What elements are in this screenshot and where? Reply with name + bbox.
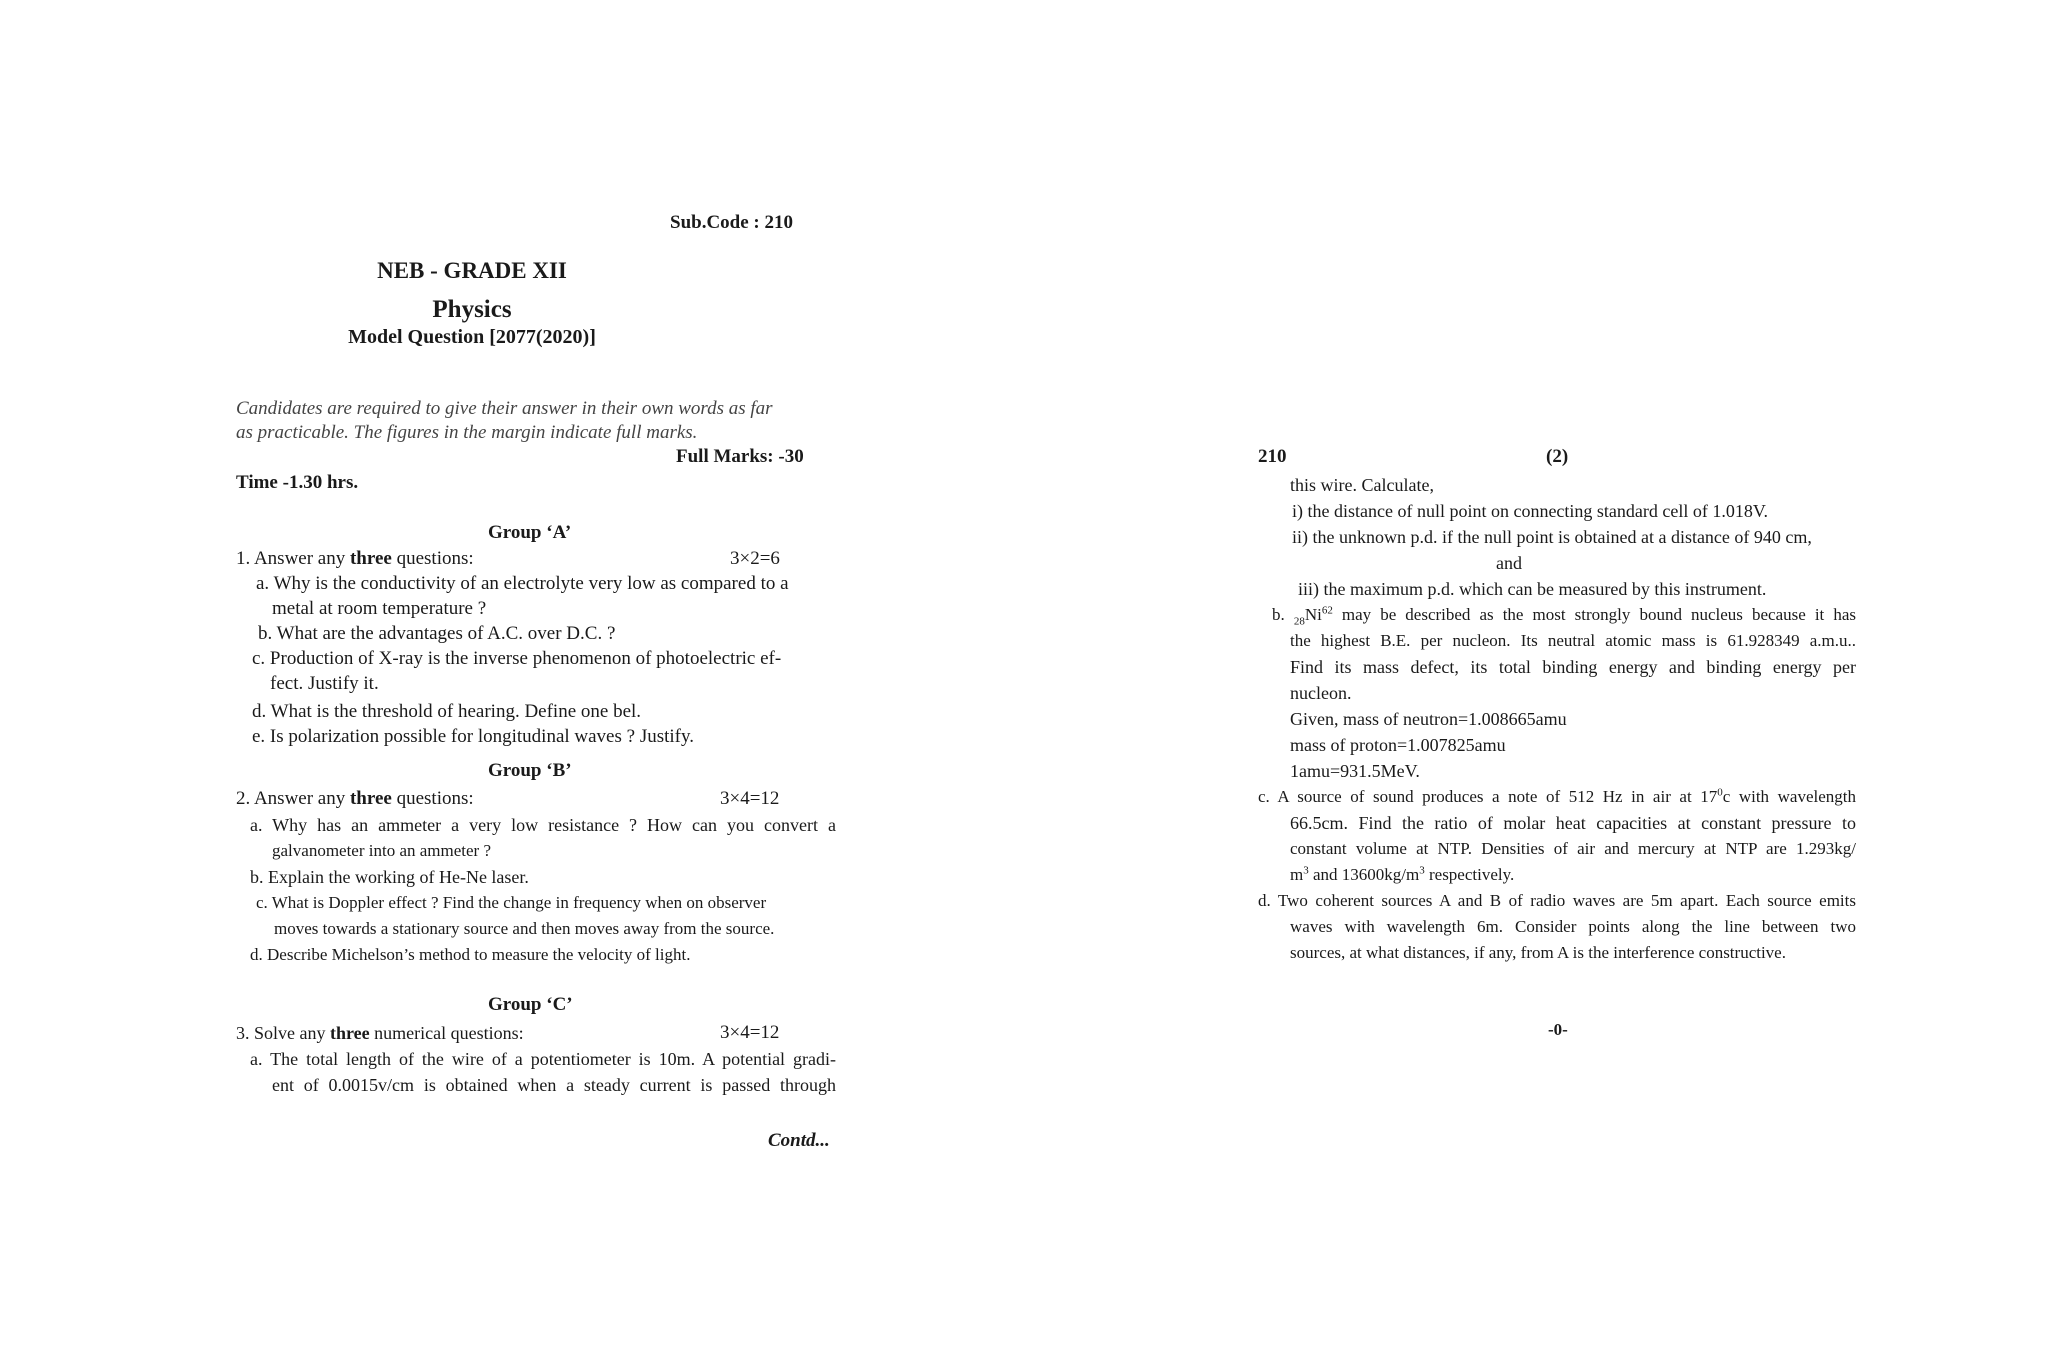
q3-a-line-2: ent of 0.0015v/cm is obtained when a steady current is passed through [272, 1075, 836, 1095]
q3-a-part-ii: ii) the unknown p.d. if the null point is obtained at a distance of 940 cm, [1292, 527, 1812, 547]
subject-title: Physics [432, 296, 512, 323]
q2-suffix: questions: [391, 788, 474, 809]
q2-d: d. Describe Michelson’s method to measure the velocity of light. [250, 945, 691, 964]
q1-bold: three [349, 548, 392, 569]
q1-suffix: questions: [391, 548, 474, 569]
q3-c-line-4-mid: and 13600kg/m [1308, 865, 1420, 884]
q3-suffix: numerical questions: [369, 1023, 524, 1043]
q3-b-line-1-rest: may be described as the most strongly bound nucleus because it has [1332, 605, 1857, 624]
q3-b-line-2: the highest B.E. per nucleon. Its neutral atomic mass is 61.928349 a.m.u.. [1290, 631, 1856, 650]
group-a-title: Group ‘A’ [488, 522, 572, 543]
q1-c-line-1: c. Production of X-ray is the inverse phenomenon of photoelectric ef- [252, 648, 782, 669]
q3-c-line-4-end: respectively. [1424, 865, 1515, 884]
end-mark: -0- [1548, 1020, 1568, 1039]
q3-b-given-neutron: Given, mass of neutron=1.008665amu [1290, 709, 1567, 729]
q3-c-unit-m: m [1290, 865, 1304, 884]
q1-c-line-2: fect. Justify it. [270, 673, 379, 694]
q3-a-and: and [1496, 553, 1522, 573]
q3-d-line-2: waves with wavelength 6m. Consider points along the line between two [1290, 917, 1856, 936]
q3-b-line-1 [1272, 602, 1856, 628]
mass-number: 62 [1321, 604, 1333, 617]
q3-prefix: 3. Solve any [236, 1023, 330, 1043]
q3-b-line-3: Find its mass defect, its total binding energy and binding energy per [1290, 657, 1856, 677]
degree-mark: 0 [1717, 786, 1723, 799]
group-a-marks: 3×2=6 [730, 548, 780, 569]
q3-b-label: b. [1272, 605, 1294, 624]
q3-c-line-4 [1290, 862, 1514, 888]
exam-title: Model Question [2077(2020)] [348, 326, 596, 348]
instructions-line-1: Candidates are required to give their answer in their own words as far [236, 398, 773, 419]
q3-b-given-proton: mass of proton=1.007825amu [1290, 735, 1506, 755]
group-c-marks: 3×4=12 [720, 1022, 780, 1043]
q3-d-line-3: sources, at what distances, if any, from A is the interference constructive. [1290, 943, 1786, 962]
q3-a-part-iii: iii) the maximum p.d. which can be measured by this instrument. [1298, 579, 1767, 599]
q3-a-line-3: this wire. Calculate, [1290, 475, 1434, 495]
q1-a-line-1: a. Why is the conductivity of an electrolyte very low as compared to a [256, 573, 789, 594]
board-title: NEB - GRADE XII [377, 258, 567, 283]
group-b-question [236, 786, 474, 812]
q1-e: e. Is polarization possible for longitudinal waves ? Justify. [252, 726, 695, 747]
cube-mark-1: 3 [1303, 864, 1309, 877]
instructions-line-2: as practicable. The figures in the margin indicate full marks. [236, 422, 698, 443]
q3-a-part-i: i) the distance of null point on connecting standard cell of 1.018V. [1292, 501, 1769, 521]
q3-bold: three [330, 1023, 370, 1043]
q2-prefix: 2. Answer any [236, 788, 350, 809]
group-c-question [236, 1020, 524, 1046]
q3-c-line-1-post: c with wavelength [1722, 787, 1856, 806]
q1-a-line-2: metal at room temperature ? [272, 598, 487, 619]
group-a-question [236, 546, 474, 572]
q2-a-line-1: a. Why has an ammeter a very low resistance ? How can you convert a [250, 815, 836, 835]
q1-b: b. What are the advantages of A.C. over D.C. ? [258, 623, 616, 644]
page-number: (2) [1546, 446, 1569, 467]
q2-c-line-1: c. What is Doppler effect ? Find the change in frequency when on observer [256, 893, 767, 912]
q3-a-line-1: a. The total length of the wire of a potentiometer is 10m. A potential gradi- [250, 1049, 836, 1069]
sub-code: Sub.Code : 210 [670, 212, 793, 233]
q2-c-line-2: moves towards a stationary source and then moves away from the source. [274, 919, 775, 938]
q1-prefix: 1. Answer any [236, 548, 350, 569]
q2-bold: three [349, 788, 392, 809]
q1-d: d. What is the threshold of hearing. Define one bel. [252, 701, 642, 722]
q3-b-given-amu: 1amu=931.5MeV. [1290, 761, 1420, 781]
q2-a-line-2: galvanometer into an ammeter ? [272, 841, 492, 860]
cube-mark-2: 3 [1419, 864, 1425, 877]
element-symbol: Ni [1304, 605, 1322, 624]
time-allowed: Time -1.30 hrs. [236, 472, 359, 493]
continued-note: Contd... [768, 1130, 830, 1151]
q3-b-line-4: nucleon. [1290, 683, 1352, 703]
q3-c-line-1-pre: c. A source of sound produces a note of 512 Hz in air at 17 [1258, 787, 1718, 806]
q3-d-line-1: d. Two coherent sources A and B of radio waves are 5m apart. Each source emits [1258, 891, 1856, 910]
group-b-title: Group ‘B’ [488, 760, 572, 781]
group-b-marks: 3×4=12 [720, 788, 780, 809]
full-marks: Full Marks: -30 [676, 446, 804, 467]
atomic-number: 28 [1293, 615, 1305, 628]
group-c-title: Group ‘C’ [488, 994, 573, 1015]
page-code: 210 [1258, 446, 1287, 467]
q2-b: b. Explain the working of He-Ne laser. [250, 867, 529, 887]
q3-c-line-1 [1258, 784, 1856, 810]
q3-c-line-2: 66.5cm. Find the ratio of molar heat capacities at constant pressure to [1290, 813, 1856, 833]
q3-c-line-3: constant volume at NTP. Densities of air and mercury at NTP are 1.293kg/ [1290, 839, 1856, 858]
